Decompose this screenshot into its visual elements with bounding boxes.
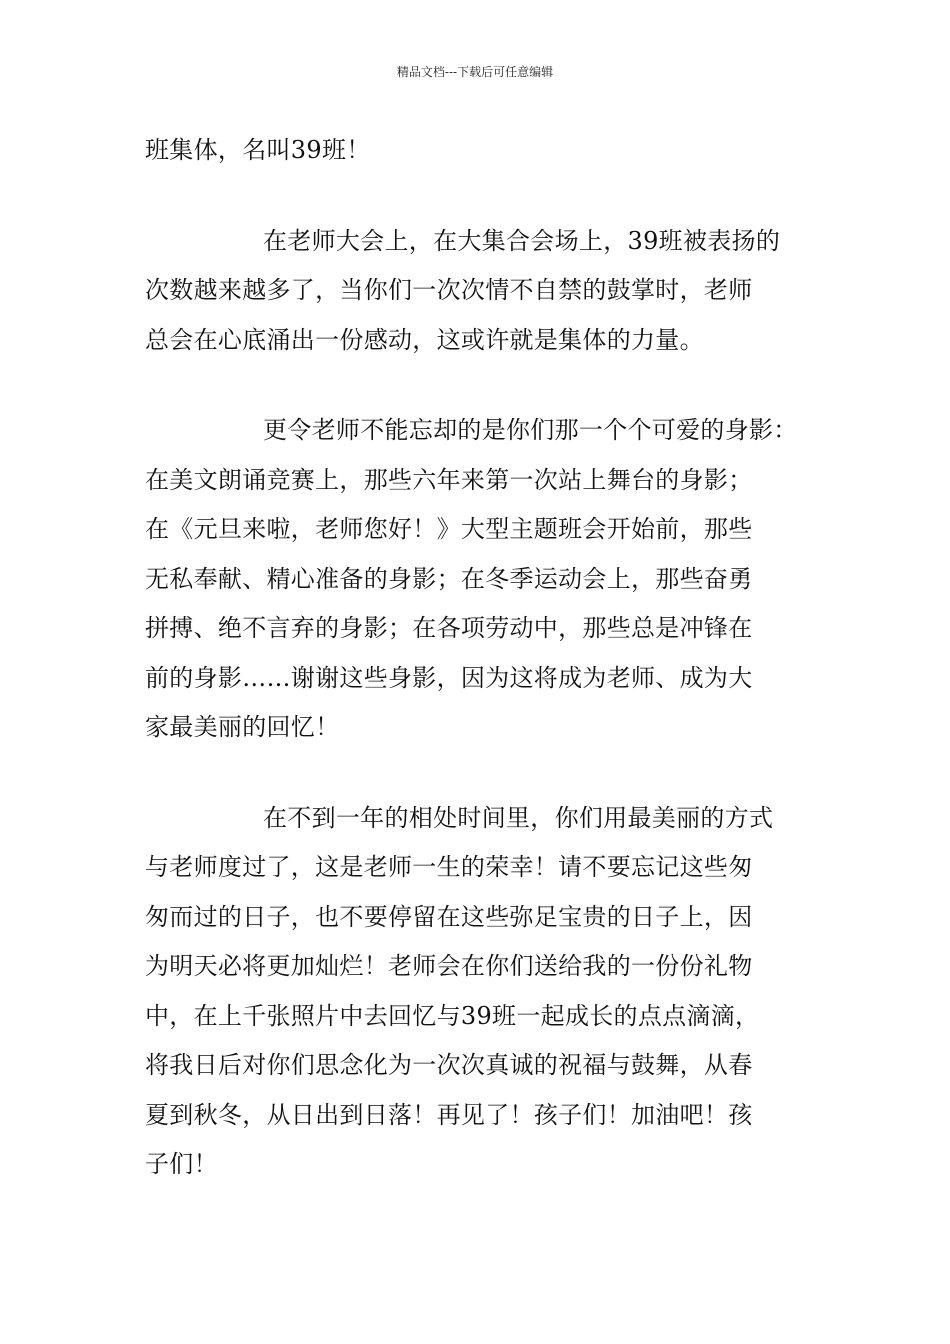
text-line: 无私奉献、精心准备的身影；在冬季运动会上，那些奋勇 — [145, 564, 753, 593]
text-line: 前的身影……谢谢这些身影，因为这将成为老师、成为大 — [145, 663, 753, 692]
page-header — [0, 64, 950, 80]
paragraph-1 — [145, 126, 817, 176]
text-line: 更令老师不能忘却的是你们那一个个可爱的身影： — [263, 416, 798, 444]
text-line: 在老师大会上，在大集合会场上，39班被表扬的 — [263, 226, 781, 255]
text-line: 在不到一年的相处时间里，你们用最美丽的方式 — [263, 803, 774, 832]
text-line: 与老师度过了，这是老师一生的荣幸！请不要忘记这些匆 — [145, 853, 753, 881]
text-line: 拼搏、绝不言弃的身影；在各项劳动中，那些总是冲锋在 — [145, 614, 753, 642]
text-line: 班集体，名叫39班！ — [145, 136, 371, 164]
text-line: 家最美丽的回忆！ — [145, 713, 340, 741]
header-text: 精品文档---下载后可任意编辑 — [396, 65, 554, 79]
text-line: 为明天必将更加灿烂！老师会在你们送给我的一份份礼物 — [145, 952, 753, 980]
document-body — [145, 126, 817, 1190]
text-line: 匆而过的日子，也不要停留在这些弥足宝贵的日子上，因 — [145, 902, 753, 931]
text-line: 在《元旦来啦，老师您好！》大型主题班会开始前，那些 — [145, 515, 753, 543]
text-line: 次数越来越多了，当你们一次次情不自禁的鼓掌时，老师 — [145, 276, 753, 304]
paragraph-3 — [145, 406, 817, 753]
paragraph-4 — [145, 794, 817, 1190]
paragraph-2 — [145, 217, 817, 366]
text-line: 中，在上千张照片中去回忆与39班一起成长的点点滴滴， — [145, 1001, 760, 1030]
text-line: 夏到秋冬，从日出到日落！再见了！孩子们！加油吧！孩 — [145, 1100, 753, 1129]
text-line: 将我日后对你们思念化为一次次真诚的祝福与鼓舞，从春 — [145, 1051, 753, 1079]
text-line: 在美文朗诵竞赛上，那些六年来第一次站上舞台的身影； — [145, 465, 753, 494]
text-line: 子们！ — [145, 1150, 218, 1178]
text-line: 总会在心底涌出一份感动，这或许就是集体的力量。 — [145, 325, 704, 354]
